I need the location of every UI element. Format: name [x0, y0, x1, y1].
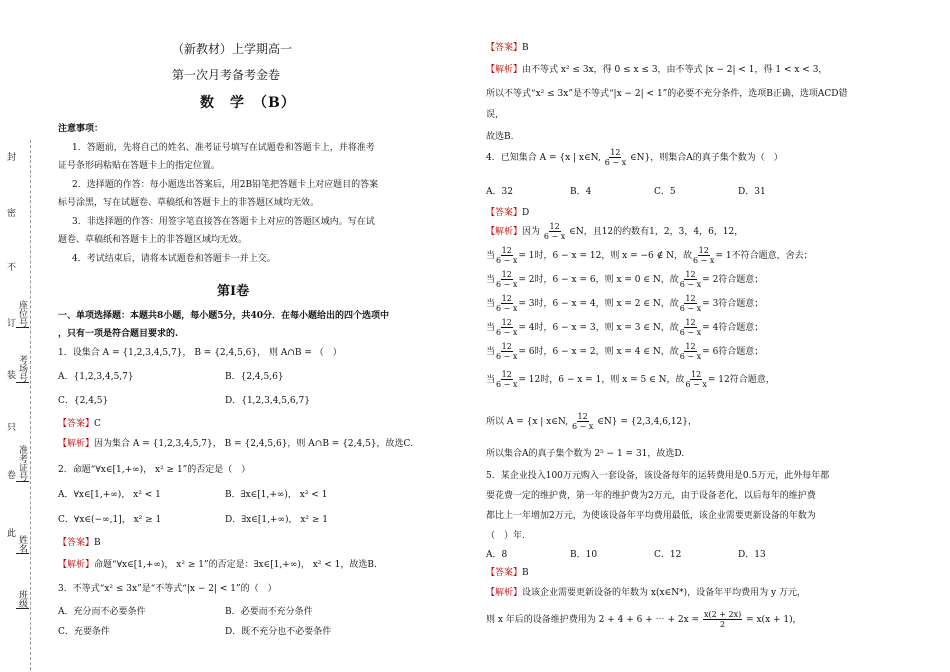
- notice-line: 题卷、草稿纸和答题卡上的非答题区域均无效。: [58, 235, 248, 245]
- frac-den: 6 − x: [496, 280, 518, 289]
- frac-den: 6 − x: [496, 256, 518, 265]
- case-pre: 当: [486, 251, 496, 261]
- frac-num: 12: [501, 294, 512, 303]
- q4-case-line: [486, 342, 763, 361]
- frac-den: 6 − x: [679, 280, 702, 289]
- q4-analysis-post: ∈N，且12的约数有1，2，3，4，6，12，: [569, 227, 744, 237]
- case-tail: = 1不符合题意，舍去；: [715, 251, 813, 261]
- section-instruction: 一、单项选择题：本题共8小题，每小题5分，共40分．在每小题给出的四个选项中: [58, 311, 390, 321]
- q4-answer: [486, 205, 529, 218]
- q4-fraction: [572, 412, 593, 431]
- q2-answer-value: B: [94, 538, 101, 548]
- name-field: 姓名: [17, 535, 27, 553]
- q4-stem-pre: 4．已知集合 A = {x | x∈N,: [486, 153, 601, 163]
- notice-line: 2．选择题的作答：每小题选出答案后，用2B铅笔把答题卡上对应题目的答案: [72, 180, 379, 190]
- q3-option-c: C．充要条件: [58, 627, 110, 637]
- frac-num: x(2 + 2x): [703, 610, 742, 619]
- q4-set: [486, 412, 697, 431]
- header-line1: （新教材）上学期高一: [172, 42, 293, 56]
- answer-label: 【答案】: [486, 43, 523, 53]
- subject-title: 数 学 （B）: [200, 95, 296, 111]
- frac-den: 6 − x: [679, 304, 702, 313]
- q4-fraction: [680, 342, 701, 361]
- q2-option-a: A．∀x∈[1,+∞)， x² < 1: [58, 490, 161, 500]
- case-tail: = 6符合题意；: [702, 347, 764, 357]
- frac-den: 6 − x: [496, 304, 518, 313]
- frac-num: 12: [501, 342, 512, 351]
- q4-fraction: [693, 246, 714, 265]
- q1-option-b: B．{2,4,5,6}: [225, 372, 284, 382]
- q5-option-c: C．12: [654, 550, 682, 560]
- case-value: = 6时，6 − x = 2，则 x = 4 ∈ N，故: [518, 347, 679, 357]
- q4-fraction: [686, 370, 707, 389]
- q3-analysis-text: 由不等式 x² ≤ 3x，得 0 ≤ x ≤ 3，由不等式 |x − 2| < 1，得 1 < x < 3，: [522, 65, 828, 75]
- q1-analysis-text: 因为集合 A = {1,2,3,4,5,7}， B = {2,4,5,6}，则 A∩B = {2,4,5}，故选C.: [94, 439, 413, 449]
- binding-mark: 此: [5, 528, 15, 537]
- binding-line: [30, 140, 31, 670]
- q4-case-line: [486, 294, 763, 313]
- q1-answer-value: C: [94, 419, 101, 429]
- case-value: = 1时，6 − x = 12，则 x = −6 ∉ N，故: [518, 251, 693, 261]
- analysis-label: 【解析】: [58, 439, 95, 449]
- case-tail: = 4符合题意；: [702, 323, 764, 333]
- q4-case-line: [486, 246, 813, 265]
- case-pre: 当: [486, 275, 496, 285]
- frac-num: 12: [685, 342, 696, 351]
- case-pre: 当: [486, 375, 496, 385]
- frac-den: 6 − x: [679, 328, 702, 337]
- q5-maint-post: = x(x + 1)，: [746, 615, 802, 625]
- class-field: 班级: [17, 590, 27, 608]
- q4-fraction: [496, 294, 517, 313]
- case-tail: = 2符合题意；: [702, 275, 764, 285]
- q2-answer: [58, 535, 101, 548]
- frac-num: 12: [698, 246, 709, 255]
- notice-line: 1．答题前，先将自己的姓名、准考证号填写在试题卷和答题卡上，并将准考: [72, 143, 375, 153]
- q3-option-a: A．充分而不必要条件: [58, 607, 146, 617]
- notice-heading: 注意事项：: [58, 124, 104, 134]
- notice-line: 4．考试结束后，请将本试题卷和答题卡一并上交。: [72, 254, 276, 264]
- analysis-label: 【解析】: [486, 65, 523, 75]
- case-value: = 12时，6 − x = 1，则 x = 5 ∈ N，故: [518, 375, 685, 385]
- q4-fraction: [496, 246, 517, 265]
- q4-answer-value: D: [522, 208, 530, 218]
- case-pre: 当: [486, 323, 496, 333]
- q3-option-d: D．既不充分也不必要条件: [225, 627, 332, 637]
- q4-case-line: [486, 370, 775, 389]
- q4-stem: [486, 148, 783, 167]
- frac-den: 6 − x: [604, 158, 627, 167]
- notice-line: 标号涂黑，写在试题卷、草稿纸和答题卡上的非答题区域均无效。: [58, 198, 320, 208]
- notice-line: 证号条形码粘贴在答题卡上的指定位置。: [58, 161, 221, 171]
- frac-den: 6 − x: [496, 352, 518, 361]
- q1-option-a: A．{1,2,3,4,5,7}: [58, 372, 134, 382]
- exam-room-field: 考场号: [17, 355, 27, 382]
- q4-set-post: ∈N} = {2,3,4,6,12}，: [597, 417, 697, 427]
- case-value: = 4时，6 − x = 3，则 x = 3 ∈ N，故: [518, 323, 679, 333]
- q4-final: 所以集合A的真子集个数为 2⁵ − 1 = 31，故选D.: [486, 449, 685, 459]
- answer-label: 【答案】: [486, 208, 523, 218]
- q4-analysis: [486, 222, 743, 241]
- q4-option-c: C．5: [654, 187, 676, 197]
- q5-option-d: D．13: [738, 550, 766, 560]
- case-tail: = 3符合题意；: [702, 299, 764, 309]
- case-value: = 3时，6 − x = 4，则 x = 2 ∈ N，故: [518, 299, 679, 309]
- notice-line: 3．非选择题的作答：用签字笔直接答在答题卡上对应的答题区域内。写在试: [72, 217, 375, 227]
- q1-option-d: D．{1,2,3,4,5,6,7}: [225, 396, 310, 406]
- q4-case-line: [486, 270, 763, 289]
- analysis-label: 【解析】: [486, 227, 523, 237]
- q1-answer: [58, 416, 101, 429]
- q4-fraction: [544, 222, 565, 241]
- q4-fraction: [605, 148, 626, 167]
- binding-mark: 不: [5, 262, 15, 271]
- binding-mark: 订: [5, 318, 15, 327]
- seat-number-field: 座位号: [17, 300, 27, 327]
- case-value: = 2时，6 − x = 6，则 x = 0 ∈ N，故: [518, 275, 679, 285]
- q4-fraction: [680, 318, 701, 337]
- frac-num: 12: [577, 412, 588, 421]
- q4-analysis-pre: 因为: [522, 227, 541, 237]
- q3-conclusion: 所以不等式“x² ≤ 3x”是不等式“|x − 2| < 1”的必要不充分条件，选项B正确，选项ACD错: [486, 89, 848, 99]
- q1-stem: 1．设集合 A = {1,2,3,4,5,7}， B = {2,4,5,6}， 则 A∩B = （ ）: [58, 348, 342, 358]
- q5-answer-value: B: [522, 568, 529, 578]
- q2-option-d: D．∃x∈[1,+∞)， x² ≥ 1: [225, 515, 329, 525]
- frac-den: 6 − x: [496, 380, 518, 389]
- q3-analysis: [486, 62, 827, 75]
- frac-num: 12: [685, 270, 696, 279]
- frac-num: 12: [610, 148, 621, 157]
- frac-den: 6 − x: [693, 256, 715, 265]
- q4-fraction: [496, 270, 517, 289]
- frac-num: 12: [501, 270, 512, 279]
- frac-den: 6 − x: [679, 352, 702, 361]
- answer-label: 【答案】: [58, 419, 95, 429]
- q5-answer: [486, 565, 529, 578]
- frac-den: 6 − x: [571, 422, 594, 431]
- case-tail: = 12符合题意，: [707, 375, 775, 385]
- answer-label: 【答案】: [486, 568, 523, 578]
- q3-conclusion: 误，: [486, 110, 505, 120]
- frac-num: 12: [501, 318, 512, 327]
- frac-den: 6 − x: [496, 328, 518, 337]
- q2-analysis: [58, 557, 377, 570]
- section-title: 第Ⅰ卷: [217, 284, 250, 299]
- q4-fraction: [496, 370, 517, 389]
- q5-analysis: [486, 585, 806, 598]
- q3-answer-value: B: [522, 43, 529, 53]
- case-pre: 当: [486, 299, 496, 309]
- q4-option-a: A．32: [486, 187, 513, 197]
- q5-stem: 要花费一定的维护费，第一年的维护费为2万元，由于设备老化，以后每年的维护费: [486, 491, 816, 501]
- header-line2: 第一次月考备考金卷: [172, 68, 281, 82]
- q4-set-pre: 所以 A = {x | x∈N,: [486, 417, 569, 427]
- q4-fraction: [496, 342, 517, 361]
- q3-conclusion: 故选B.: [486, 132, 514, 142]
- binding-mark: 装: [5, 370, 15, 379]
- q5-stem: 都比上一年增加2万元，为使该设备年平均费用最低，该企业需要更新设备的年数为: [486, 511, 816, 521]
- q5-stem: 5．某企业投入100万元购入一套设备，该设备每年的运转费用是0.5万元，此外每年都: [486, 471, 830, 481]
- q2-option-c: C．∀x∈(−∞,1]， x² ≥ 1: [58, 515, 162, 525]
- analysis-label: 【解析】: [58, 560, 95, 570]
- binding-mark: 卷: [5, 470, 15, 479]
- q4-option-d: D．31: [738, 187, 766, 197]
- q3-stem: 3．不等式“x² ≤ 3x”是“不等式“|x − 2| < 1”的（ ）: [58, 584, 277, 594]
- answer-label: 【答案】: [58, 538, 95, 548]
- q4-fraction: [680, 270, 701, 289]
- frac-num: 12: [691, 370, 702, 379]
- q2-stem: 2．命题“∀x∈[1,+∞)， x² ≥ 1”的否定是（ ）: [58, 465, 251, 475]
- q4-fraction: [496, 318, 517, 337]
- frac-num: 12: [501, 246, 512, 255]
- binding-mark: 封: [5, 152, 15, 161]
- q3-answer: [486, 40, 529, 53]
- frac-den: 2: [720, 620, 726, 629]
- case-pre: 当: [486, 347, 496, 357]
- q5-fraction: [703, 610, 742, 629]
- binding-mark: 密: [5, 208, 15, 217]
- frac-num: 12: [549, 222, 560, 231]
- q5-maintenance: [486, 610, 802, 629]
- frac-num: 12: [501, 370, 512, 379]
- q4-case-line: [486, 318, 763, 337]
- binding-mark: 只: [5, 422, 15, 431]
- q2-option-b: B．∃x∈[1,+∞)， x² < 1: [225, 490, 328, 500]
- frac-den: 6 − x: [543, 232, 566, 241]
- q4-option-b: B．4: [570, 187, 592, 197]
- q4-stem-post: ∈N}，则集合A的真子集个数为（ ）: [629, 153, 783, 163]
- q2-analysis-text: 命题“∀x∈[1,+∞)， x² ≥ 1”的否定是：∃x∈[1,+∞)， x² < 1，故选B.: [94, 560, 377, 570]
- frac-den: 6 − x: [685, 380, 707, 389]
- frac-num: 12: [685, 318, 696, 327]
- q5-option-b: B．10: [570, 550, 598, 560]
- q5-analysis-text: 设该企业需要更新设备的年数为 x(x∈N*)，设备年平均费用为 y 万元，: [522, 588, 806, 598]
- q3-option-b: B．必要而不充分条件: [225, 607, 313, 617]
- q1-option-c: C．{2,4,5}: [58, 396, 109, 406]
- q4-fraction: [680, 294, 701, 313]
- q5-option-a: A．8: [486, 550, 508, 560]
- section-instruction: ，只有一项是符合题目要求的.: [58, 329, 179, 339]
- q1-analysis: [58, 436, 413, 449]
- q5-maint-pre: 则 x 年后的设备维护费用为 2 + 4 + 6 + ⋯ + 2x =: [486, 615, 700, 625]
- frac-num: 12: [685, 294, 696, 303]
- q5-stem: （ ）年.: [486, 531, 525, 541]
- exam-id-field: 准考证号: [17, 445, 27, 481]
- analysis-label: 【解析】: [486, 588, 523, 598]
